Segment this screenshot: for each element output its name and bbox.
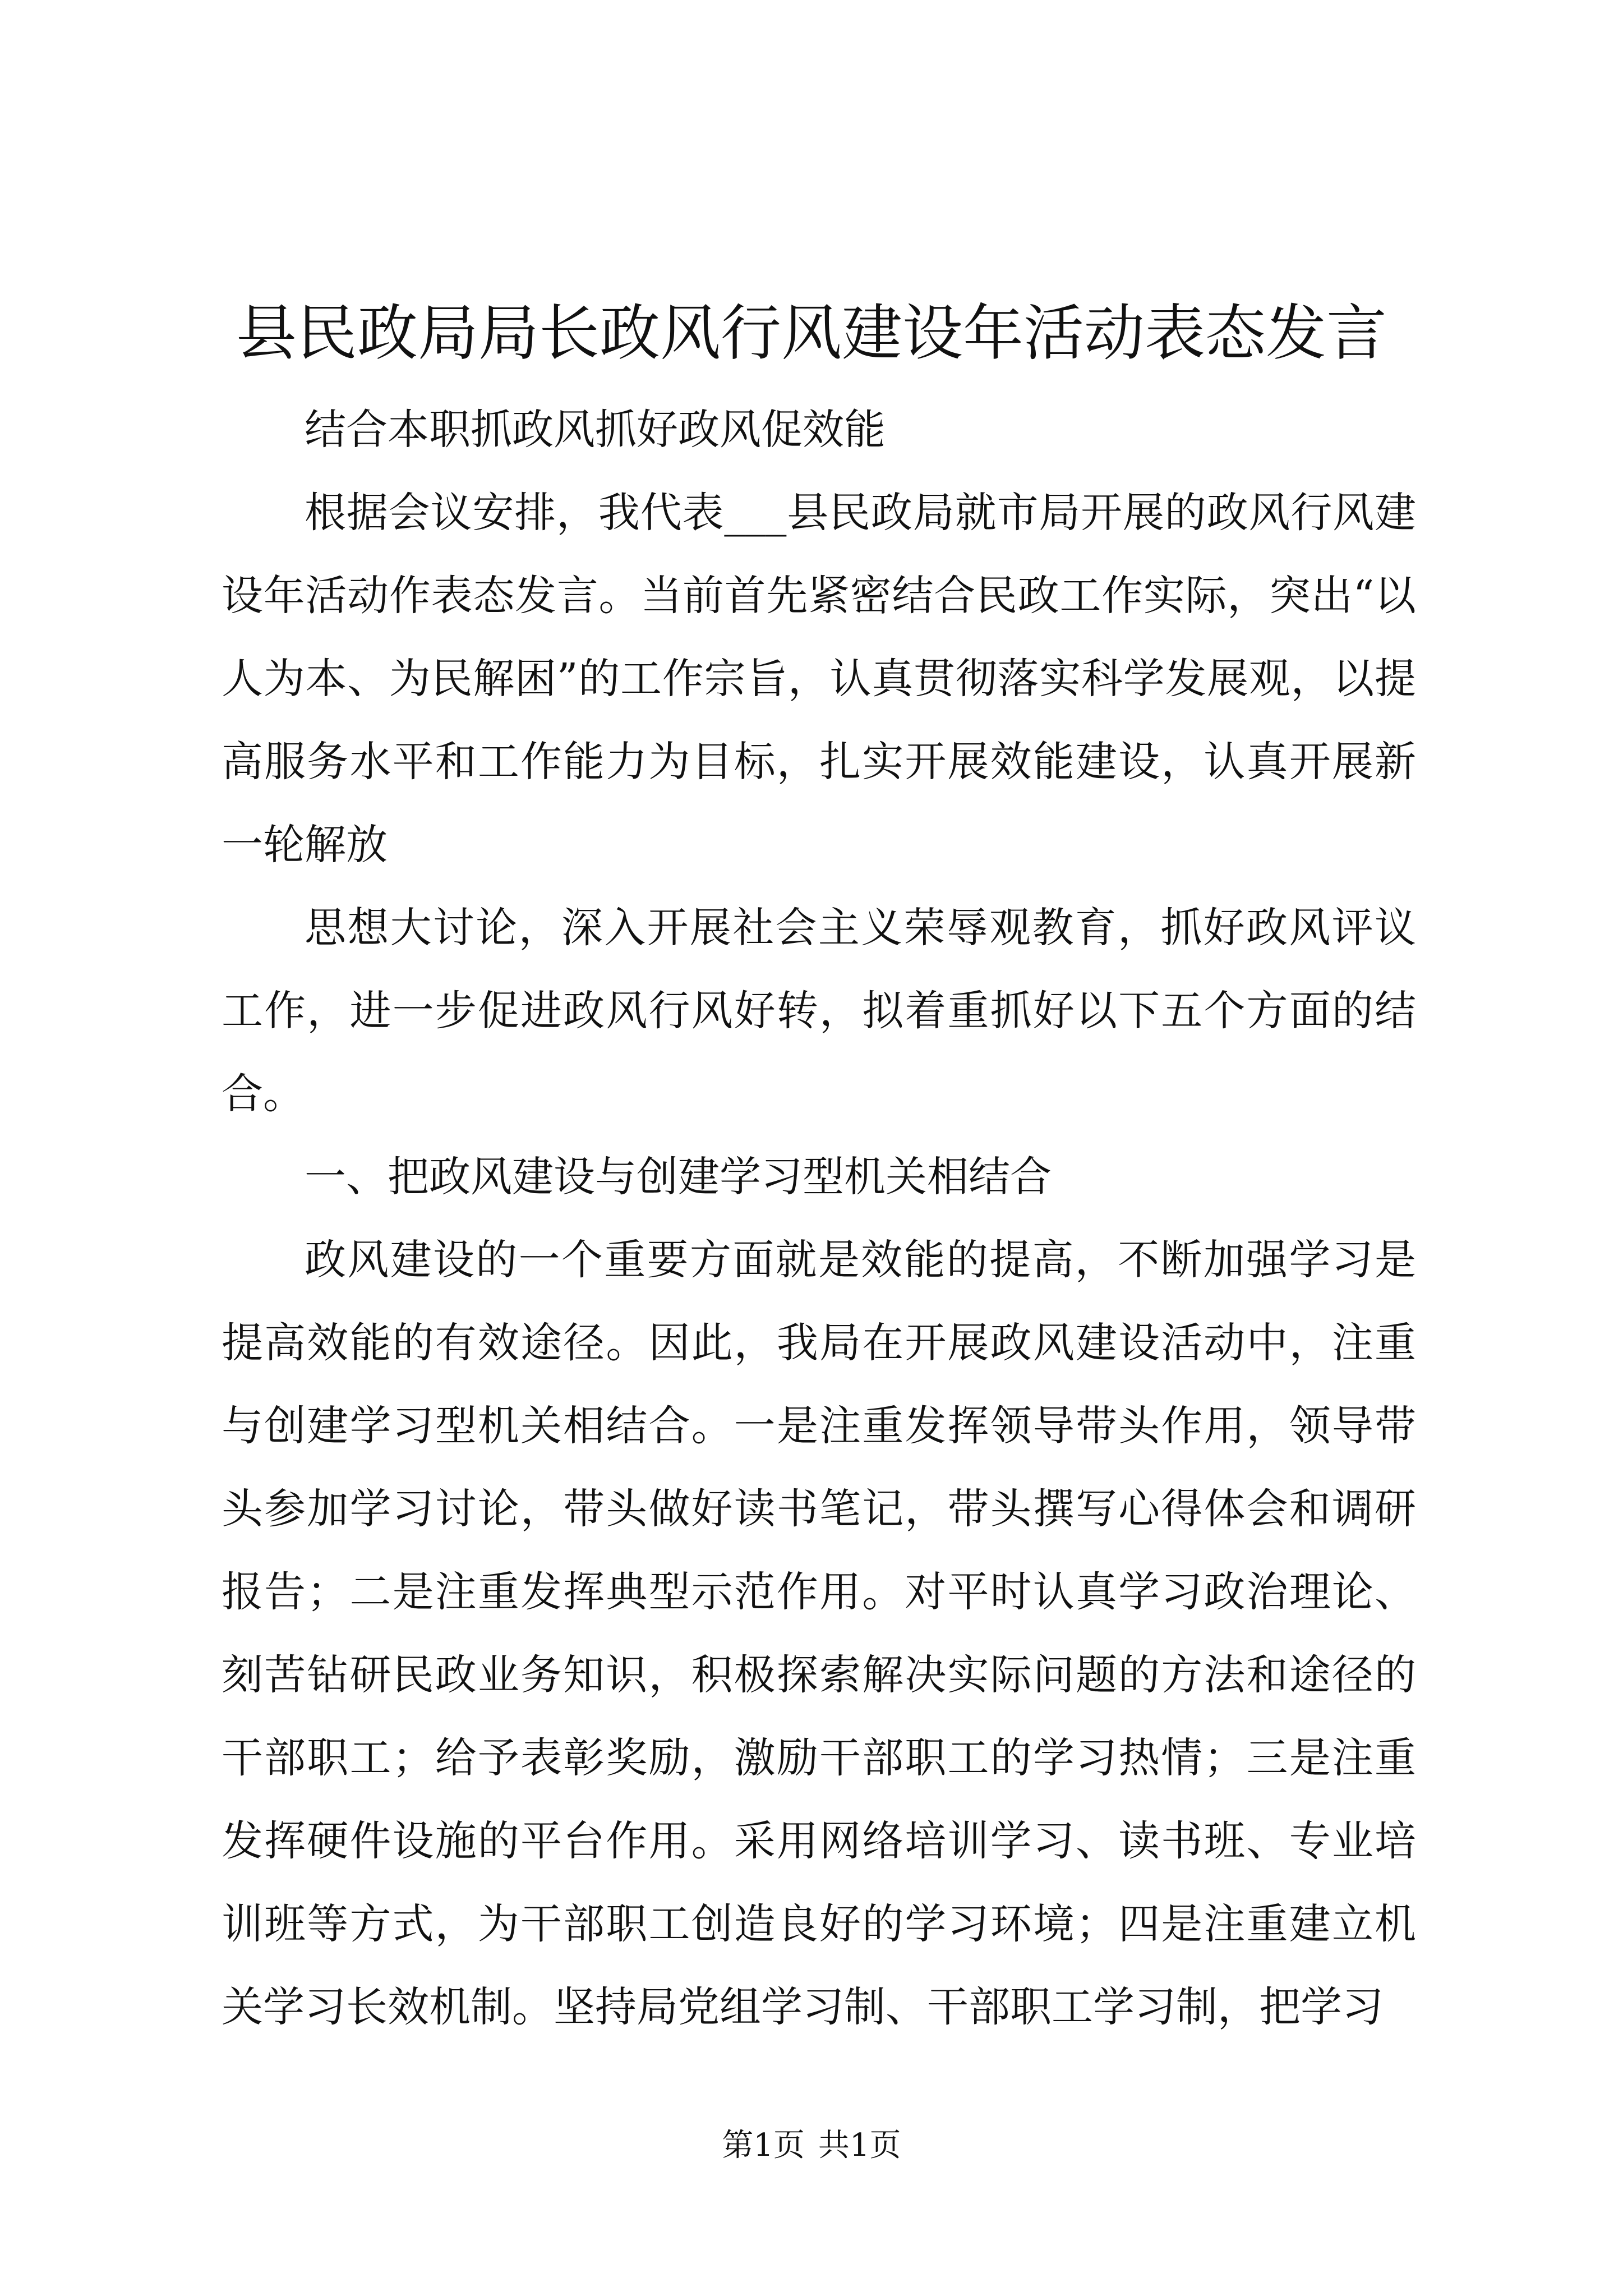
body-paragraph: 思想大讨论，深入开展社会主义荣辱观教育，抓好政风评议工作，进一步促进政风行风好转，拟着重抓好以下五个方面的结合。 xyxy=(222,904,1416,1118)
body-paragraph: 根据会议安排，我代表___县民政局就市局开展的政风行风建设年活动作表态发言。当前首先紧密结合民政工作实际，突出“以人为本、为民解困”的工作宗旨，认真贯彻落实科学发展观，以提高服务水平和工作能力为目标，扎实开展效能建设，认真开展新一轮解放 xyxy=(222,489,1416,869)
subtitle-paragraph: 结合本职抓政风抓好政风促效能 xyxy=(305,406,886,454)
page-total: 共1页 xyxy=(818,2127,901,2164)
page-number: 第1页 xyxy=(722,2127,805,2164)
page-footer xyxy=(0,2123,1623,2168)
section-heading: 一、把政风建设与创建学习型机关相结合 xyxy=(305,1153,1052,1201)
document-body xyxy=(222,388,1416,2049)
document-title: 县民政局局长政风行风建设年活动表态发言 xyxy=(236,298,1387,369)
body-paragraph: 政风建设的一个重要方面就是效能的提高，不断加强学习是提高效能的有效途径。因此，我局在开展政风建设活动中，注重与创建学习型机关相结合。一是注重发挥领导带头作用，领导带头参加学习讨论，带头做好读书笔记，带头撰写心得体会和调研报告；二是注重发挥典型示范作用。对平时认真学习政治理论、刻苦钻研民政业务知识，积极探索解决实际问题的方法和途径的干部职工；给予表彰奖励，激励干部职工的学习热情；三是注重发挥硬件设施的平台作用。采用网络培训学习、读书班、专业培训班等方式，为干部职工创造良好的学习环境；四是注重建立机关学习长效机制。坚持局党组学习制、干部职工学习制，把学习 xyxy=(222,1236,1416,2031)
